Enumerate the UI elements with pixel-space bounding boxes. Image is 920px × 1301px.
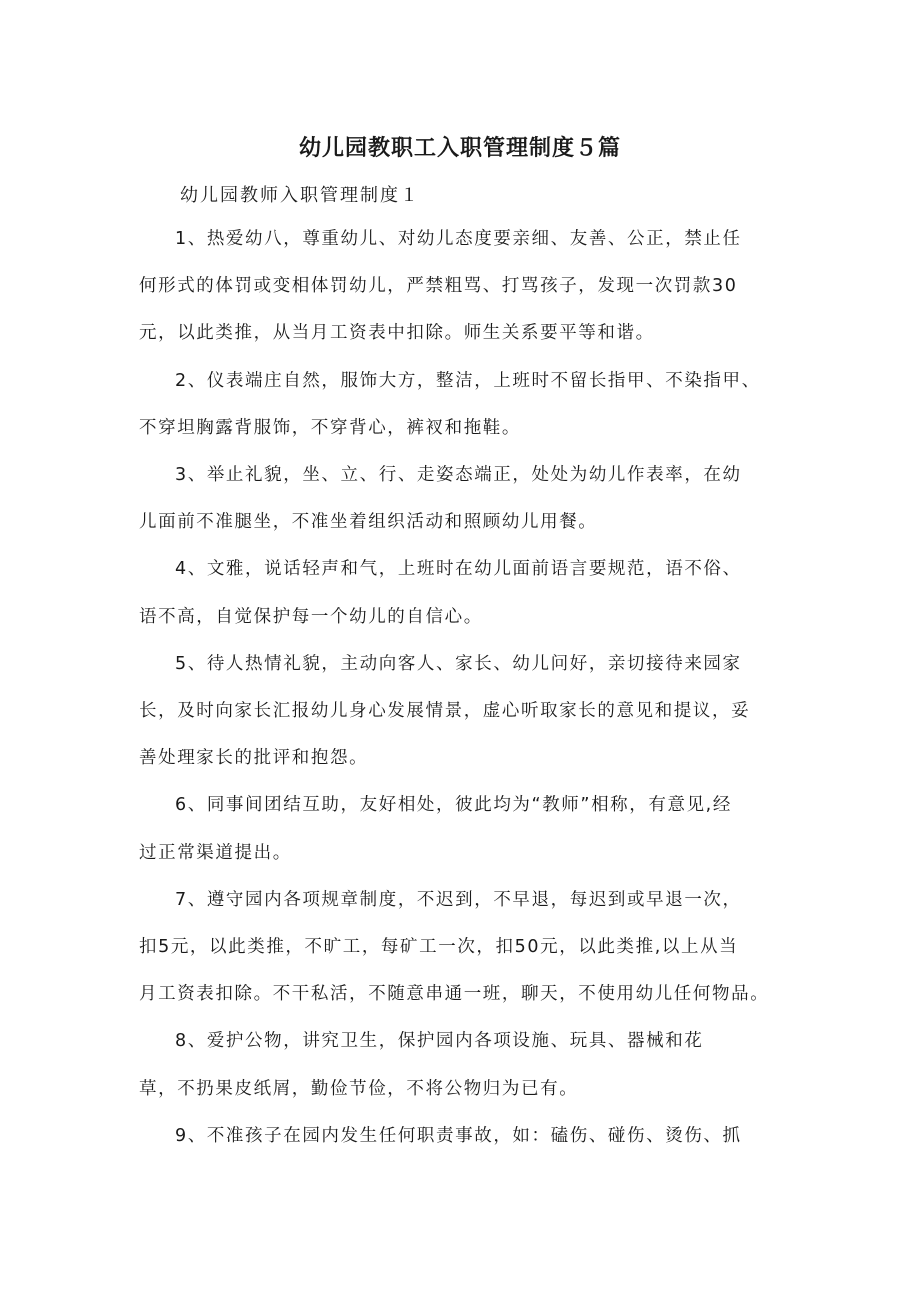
paragraph-line: 8、爱护公物，讲究卫生，保护园内各项设施、玩具、器械和花 <box>175 1031 704 1052</box>
paragraph-line: 儿面前不准腿坐，不准坐着组织活动和照顾幼儿用餐。 <box>139 512 598 533</box>
paragraph-line: 语不高，自觉保护每一个幼儿的自信心。 <box>139 606 483 627</box>
paragraph-line: 7、遵守园内各项规章制度，不迟到，不早退，每迟到或早退一次， <box>175 889 742 910</box>
document-subtitle: 幼儿园教师入职管理制度１ <box>180 185 420 206</box>
paragraph-line: 善处理家长的批评和抱怨。 <box>139 748 369 769</box>
paragraph-line: 扣5元，以此类推，不旷工，每矿工一次，扣50元，以此类推,以上从当 <box>139 937 739 958</box>
paragraph <box>139 1018 799 1112</box>
paragraph-line: 元，以此类推，从当月工资表中扣除。师生关系要平等和谐。 <box>139 323 655 344</box>
document-body <box>139 216 799 1160</box>
paragraph-line: 2、仪表端庄自然，服饰大方，整洁，上班时不留长指甲、不染指甲、 <box>175 370 761 391</box>
paragraph <box>139 641 799 783</box>
paragraph <box>139 1113 799 1160</box>
paragraph-line: 5、待人热情礼貌，主动向客人、家长、幼儿问好，亲切接待来园家 <box>175 653 742 674</box>
paragraph <box>139 782 799 876</box>
paragraph-line: 何形式的体罚或变相体罚幼儿，严禁粗骂、打骂孩子，发现一次罚款30 <box>139 276 738 297</box>
paragraph <box>139 358 799 452</box>
paragraph <box>139 452 799 546</box>
paragraph-line: 4、文雅，说话轻声和气，上班时在幼儿面前语言要规范，语不俗、 <box>175 559 742 580</box>
paragraph <box>139 546 799 640</box>
paragraph-line: 过正常渠道提出。 <box>139 842 292 863</box>
paragraph-line: 草，不扔果皮纸屑，勤俭节俭，不将公物归为已有。 <box>139 1078 579 1099</box>
paragraph <box>139 216 799 358</box>
paragraph-line: 长，及时向家长汇报幼儿身心发展情景，虚心听取家长的意见和提议，妥 <box>139 701 751 722</box>
paragraph-line: 1、热爱幼八，尊重幼儿、对幼儿态度要亲细、友善、公正，禁止任 <box>175 229 742 249</box>
paragraph-line: 不穿坦胸露背服饰，不穿背心，裤衩和拖鞋。 <box>139 417 521 438</box>
paragraph-line: 9、不准孩子在园内发生任何职责事故，如：磕伤、碰伤、烫伤、抓 <box>175 1125 742 1146</box>
document-title: 幼儿园教职工入职管理制度５篇 <box>298 136 621 161</box>
paragraph <box>139 877 799 1019</box>
paragraph-line: 月工资表扣除。不干私活，不随意串通一班，聊天，不使用幼儿任何物品。 <box>139 984 770 1005</box>
paragraph-line: 6、同事间团结互助，友好相处，彼此均为“教师”相称，有意见,经 <box>175 795 732 816</box>
paragraph-line: 3、举止礼貌，坐、立、行、走姿态端正，处处为幼儿作表率，在幼 <box>175 465 742 486</box>
